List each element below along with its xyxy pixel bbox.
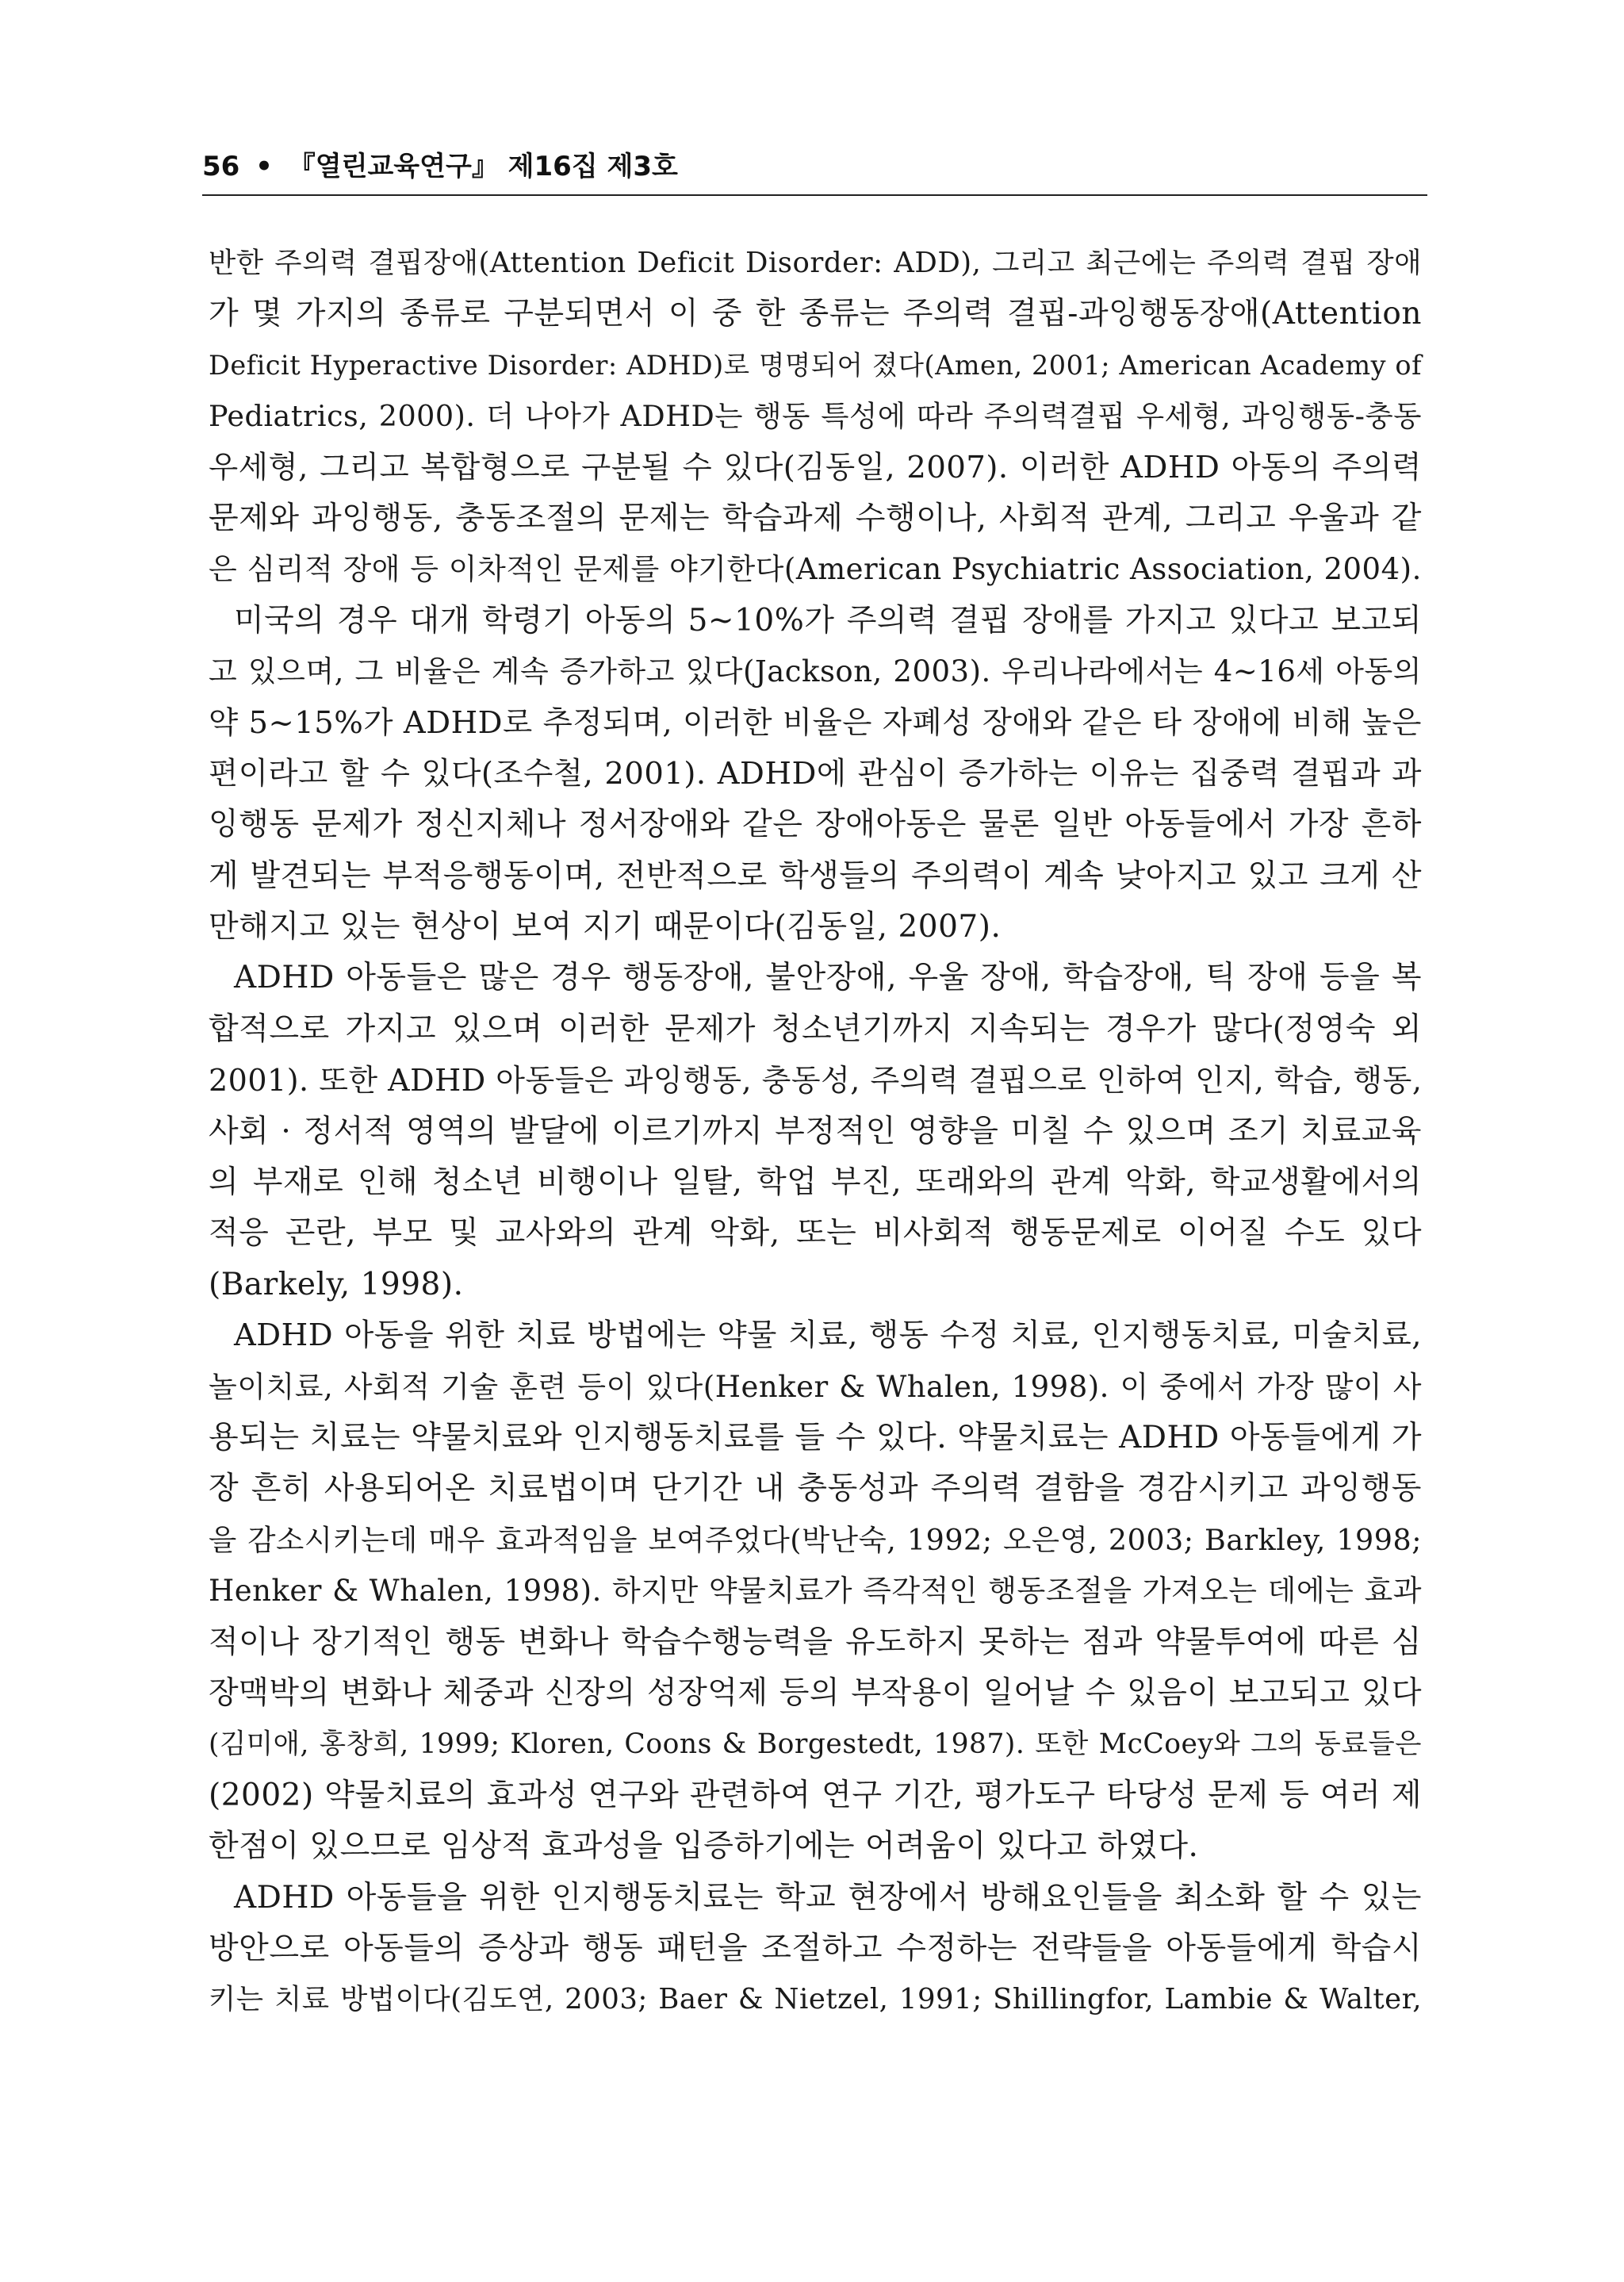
paragraph xyxy=(209,1310,1422,1872)
text-line: Henker & Whalen, 1998). 하지만 약물치료가 즉각적인 행동조절을 가져오는 데에는 효과 xyxy=(209,1574,1422,1609)
text-line: 놀이치료, 사회적 기술 훈련 등이 있다(Henker & Whalen, 1998). 이 중에서 가장 많이 사 xyxy=(209,1369,1422,1404)
text-line: 사회 · 정서적 영역의 발달에 이르기까지 부정적인 영향을 미칠 수 있으며 조기 치료교육 xyxy=(209,1113,1422,1149)
volume-label: 제16집 xyxy=(508,151,598,182)
text-line: 가 몇 가지의 종류로 구분되면서 이 중 한 종류는 주의력 결핍-과잉행동장애(Attention xyxy=(209,296,1422,332)
paragraph xyxy=(209,1873,1422,2026)
text-line: (2002) 약물치료의 효과성 연구와 관련하여 연구 기간, 평가도구 타당성 문제 등 여러 제 xyxy=(209,1777,1422,1813)
header-separator: • xyxy=(255,151,273,182)
text-line: ADHD 아동들은 많은 경우 행동장애, 불안장애, 우울 장애, 학습장애, 틱 장애 등을 복 xyxy=(234,960,1422,996)
text-line: (김미애, 홍창희, 1999; Kloren, Coons & Borgestedt, 1987). 또한 McCoey와 그의 동료들은 xyxy=(209,1728,1422,1761)
journal-title: 『열린교육연구』 xyxy=(288,151,499,182)
text-line: 만해지고 있는 현상이 보여 지기 때문이다(김동일, 2007). xyxy=(209,909,1002,945)
text-line: 2001). 또한 ADHD 아동들은 과잉행동, 충동성, 주의력 결핍으로 인하여 인지, 학습, 행동, xyxy=(209,1063,1423,1099)
text-line: 장 흔히 사용되어온 치료법이며 단기간 내 충동성과 주의력 결함을 경감시키고 과잉행동 xyxy=(209,1471,1422,1507)
text-line: 우세형, 그리고 복합형으로 구분될 수 있다(김동일, 2007). 이러한 ADHD 아동의 주의력 xyxy=(209,449,1422,485)
text-line: 약 5~15%가 ADHD로 추정되며, 이러한 비율은 자폐성 장애와 같은 타 장애에 비해 높은 xyxy=(209,704,1422,741)
text-line: 은 심리적 장애 등 이차적인 문제를 야기한다(American Psychiatric Association, 2004). xyxy=(209,552,1422,587)
text-line: Deficit Hyperactive Disorder: ADHD)로 명명되어 졌다(Amen, 2001; American Academy of xyxy=(209,349,1422,381)
text-line: 적이나 장기적인 행동 변화나 학습수행능력을 유도하지 못하는 점과 약물투여에 따른 심 xyxy=(209,1624,1422,1660)
text-line: ADHD 아동들을 위한 인지행동치료는 학교 현장에서 방해요인들을 최소화 할 수 있는 xyxy=(234,1879,1422,1916)
text-line: 용되는 치료는 약물치료와 인지행동치료를 들 수 있다. 약물치료는 ADHD 아동들에게 가 xyxy=(209,1419,1422,1455)
text-line: 합적으로 가지고 있으며 이러한 문제가 청소년기까지 지속되는 경우가 많다(정영숙 외 xyxy=(209,1011,1422,1047)
page-number: 56 xyxy=(202,151,240,182)
text-line: 의 부재로 인해 청소년 비행이나 일탈, 학업 부진, 또래와의 관계 악화, 학교생활에서의 xyxy=(209,1164,1422,1201)
text-line: 문제와 과잉행동, 충동조절의 문제는 학습과제 수행이나, 사회적 관계, 그리고 우울과 같 xyxy=(209,500,1422,536)
text-line: 미국의 경우 대개 학령기 아동의 5~10%가 주의력 결핍 장애를 가지고 있다고 보고되 xyxy=(234,602,1422,639)
text-line: 장맥박의 변화나 체중과 신장의 성장억제 등의 부작용이 일어날 수 있음이 보고되고 있다 xyxy=(209,1674,1422,1711)
paragraph xyxy=(209,596,1422,953)
text-line: 키는 치료 방법이다(김도연, 2003; Baer & Nietzel, 1991; Shillingfor, Lambie & Walter, xyxy=(209,1983,1422,2016)
paragraph xyxy=(209,953,1422,1310)
text-line: 고 있으며, 그 비율은 계속 증가하고 있다(Jackson, 2003). 우리나라에서는 4~16세 아동의 xyxy=(209,654,1422,689)
paragraph xyxy=(209,238,1422,596)
text-line: 적응 곤란, 부모 및 교사와의 관계 악화, 또는 비사회적 행동문제로 이어질 수도 있다 xyxy=(209,1215,1422,1252)
text-line: 게 발견되는 부적응행동이며, 전반적으로 학생들의 주의력이 계속 낮아지고 있고 크게 산 xyxy=(209,857,1422,894)
text-line: 한점이 있으므로 임상적 효과성을 입증하기에는 어려움이 있다고 하였다. xyxy=(209,1828,1199,1865)
running-header xyxy=(202,147,1427,196)
text-line: 편이라고 할 수 있다(조수철, 2001). ADHD에 관심이 증가하는 이유는 집중력 결핍과 과 xyxy=(209,755,1422,792)
text-line: Pediatrics, 2000). 더 나아가 ADHD는 행동 특성에 따라 주의력결핍 우세형, 과잉행동-충동 xyxy=(209,399,1422,434)
text-line: ADHD 아동을 위한 치료 방법에는 약물 치료, 행동 수정 치료, 인지행동치료, 미술치료, xyxy=(234,1317,1422,1354)
text-line: (Barkely, 1998). xyxy=(209,1266,464,1302)
text-line: 잉행동 문제가 정신지체나 정서장애와 같은 장애아동은 물론 일반 아동들에서 가장 흔하 xyxy=(209,807,1422,843)
issue-label: 제3호 xyxy=(607,151,678,182)
text-line: 방안으로 아동들의 증상과 행동 패턴을 조절하고 수정하는 전략들을 아동들에게 학습시 xyxy=(209,1930,1422,1966)
text-line: 을 감소시키는데 매우 효과적임을 보여주었다(박난숙, 1992; 오은영, 2003; Barkley, 1998; xyxy=(209,1522,1422,1557)
text-line: 반한 주의력 결핍장애(Attention Deficit Disorder: ADD), 그리고 최근에는 주의력 결핍 장애 xyxy=(209,247,1422,279)
body-text xyxy=(209,238,1422,2026)
